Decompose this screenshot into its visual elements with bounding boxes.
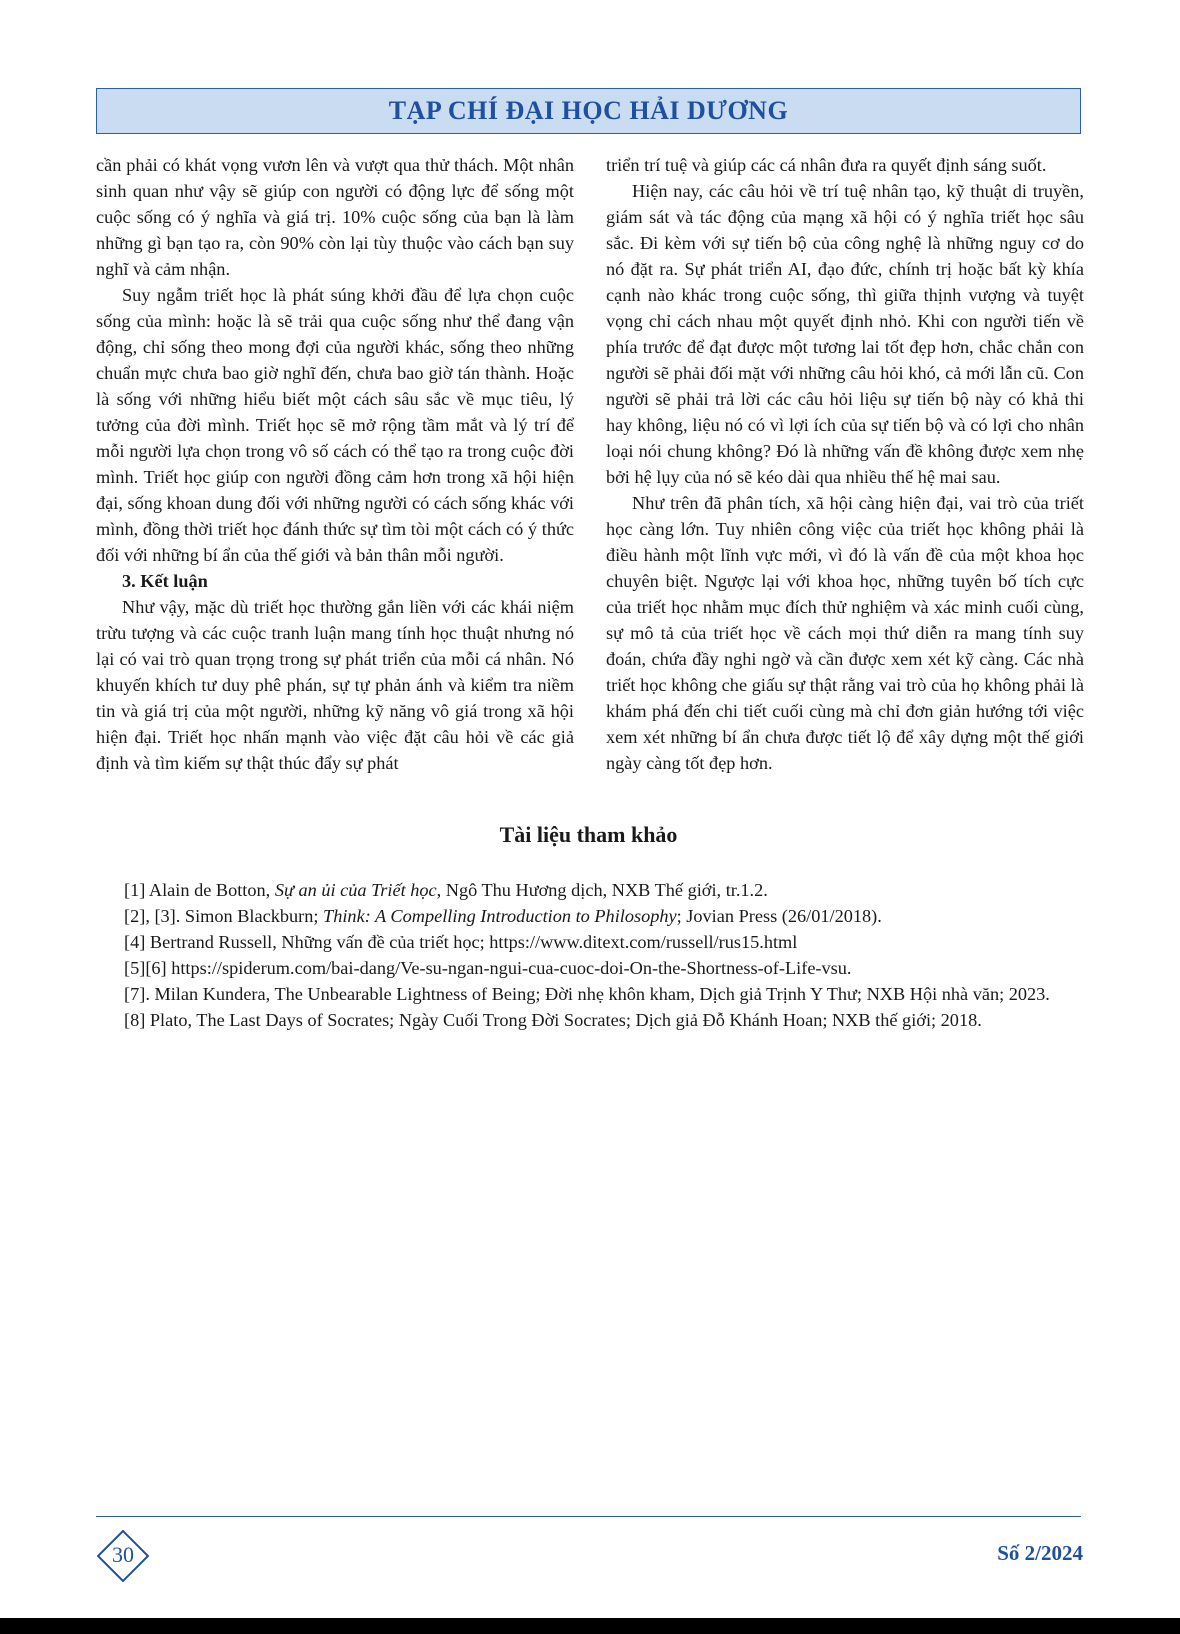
reference-item-3: [4] Bertrand Russell, Những vấn đề của triết học; https://www.ditext.com/russell/rus15.html (124, 932, 798, 952)
reference-1-details: , Ngô Thu Hương dịch, NXB Thế giới, tr.1.2. (436, 880, 768, 900)
right-paragraph-1: triển trí tuệ và giúp các cá nhân đưa ra quyết định sáng suốt. (606, 155, 1047, 175)
reference-item-6: [8] Plato, The Last Days of Socrates; Ngày Cuối Trong Đời Socrates; Dịch giả Đỗ Khánh Hoan; NXB thế giới; 2018. (124, 1010, 982, 1030)
footer-rule (96, 1516, 1081, 1517)
left-paragraph-1: cần phải có khát vọng vươn lên và vượt qua thử thách. Một nhân sinh quan như vậy sẽ giúp con người có động lực để sống một cuộc sống có ý nghĩa và giá trị. 10% cuộc sống của bạn là làm những gì bạn tạo ra, còn 90% còn lại tùy thuộc vào cách bạn suy nghĩ và cảm nhận. (96, 155, 574, 279)
left-column (96, 152, 574, 776)
journal-title: TẠP CHÍ ĐẠI HỌC HẢI DƯƠNG (388, 96, 789, 125)
references-title: Tài liệu tham khảo (499, 822, 678, 847)
issue-number: Số 2/2024 (997, 1541, 1083, 1565)
references-list (86, 877, 1082, 1033)
right-paragraph-2: Hiện nay, các câu hỏi về trí tuệ nhân tạo, kỹ thuật di truyền, giám sát và tác động của mạng xã hội có ý nghĩa triết học sâu sắc. Đi kèm với sự tiến bộ của công nghệ là những nguy cơ do nó đặt ra. Sự phát triển AI, đạo đức, chính trị hoặc bất kỳ khía cạnh nào khác trong cuộc sống, thì giữa thịnh vượng và tuyệt vọng chỉ cách nhau một quyết định nhỏ. Khi con người tiến về phía trước để đạt được một tương lai tốt đẹp hơn, chắc chắn con người sẽ phải đối mặt với những câu hỏi khó, cả mới lẫn cũ. Con người sẽ phải trả lời các câu hỏi liệu sự tiến bộ này có khả thi hay không, liệu nó có vì lợi ích của sự tiến bộ và có lợi cho nhân loại nói chung không? Đó là những vấn đề không được xem nhẹ bởi hệ lụy của nó sẽ kéo dài qua nhiều thế hệ mai sau. (606, 181, 1084, 487)
reference-item-5: [7]. Milan Kundera, The Unbearable Lightness of Being; Đời nhẹ khôn kham, Dịch giả Trịnh Y Thư; NXB Hội nhà văn; 2023. (124, 984, 1050, 1004)
reference-2-title: Think: A Compelling Introduction to Philosophy (323, 906, 677, 926)
reference-item-4: [5][6] https://spiderum.com/bai-dang/Ve-su-ngan-ngui-cua-cuoc-doi-On-the-Shortness-of-Life-vsu. (124, 958, 852, 978)
bottom-black-bar (0, 1618, 1180, 1634)
left-paragraph-3: Như vậy, mặc dù triết học thường gắn liền với các khái niệm trừu tượng và các cuộc tranh luận mang tính học thuật nhưng nó lại có vai trò quan trọng trong sự phát triển của mỗi cá nhân. Nó khuyến khích tư duy phê phán, sự tự phản ánh và kiểm tra niềm tin và giá trị của một người, những kỹ năng vô giá trong xã hội hiện đại. Triết học nhấn mạnh vào việc đặt câu hỏi về các giả định và tìm kiếm sự thật thúc đẩy sự phát (96, 597, 574, 773)
page-number: 30 (112, 1542, 134, 1567)
reference-2-details: ; Jovian Press (26/01/2018). (676, 906, 882, 926)
right-column (606, 152, 1084, 776)
reference-item (86, 903, 1082, 929)
reference-1-author: [1] Alain de Botton, (124, 880, 275, 900)
right-paragraph-3: Như trên đã phân tích, xã hội càng hiện đại, vai trò của triết học càng lớn. Tuy nhiên công việc của triết học không phải là điều hành một lĩnh vực mới, vì đó là vấn đề của một khoa học chuyên biệt. Ngược lại với khoa học, những tuyên bố tích cực của triết học nhằm mục đích thử nghiệm và xác minh cuối cùng, sự mô tả của triết học về cách mọi thứ diễn ra mang tính suy đoán, chứa đầy nghi ngờ và cần được xem xét kỹ càng. Các nhà triết học không che giấu sự thật rằng vai trò của họ không phải là khám phá đến chi tiết cuối cùng mà chỉ đơn giản hướng tới việc xem xét những bí ẩn chưa được tiết lộ để xây dựng một thế giới ngày càng tốt đẹp hơn. (606, 493, 1084, 773)
reference-item (86, 877, 1082, 903)
journal-header (96, 88, 1081, 134)
left-paragraph-2: Suy ngẫm triết học là phát súng khởi đầu để lựa chọn cuộc sống của mình: hoặc là sẽ trải qua cuộc sống như thể đang vận động, chỉ sống theo mong đợi của người khác, sống theo những chuẩn mực chưa bao giờ nghĩ đến, chưa bao giờ tán thành. Hoặc là sống với những hiểu biết một cách sâu sắc về mục tiêu, lý tưởng của đời mình. Triết học sẽ mở rộng tầm mắt và lý trí để mỗi người lựa chọn trong vô số cách có thể tạo ra trong cuộc đời mình. Triết học giúp con người đồng cảm hơn trong xã hội hiện đại, sống khoan dung đối với những người có cách sống khác với mình, đồng thời triết học đánh thức sự tìm tòi một cách có ý thức đối với những bí ẩn của thế giới và bản thân mỗi người. (96, 285, 574, 565)
reference-1-title: Sự an ủi của Triết học (274, 880, 437, 900)
reference-2-author: [2], [3]. Simon Blackburn; (124, 906, 324, 926)
section-heading-conclusion: 3. Kết luận (122, 571, 208, 591)
